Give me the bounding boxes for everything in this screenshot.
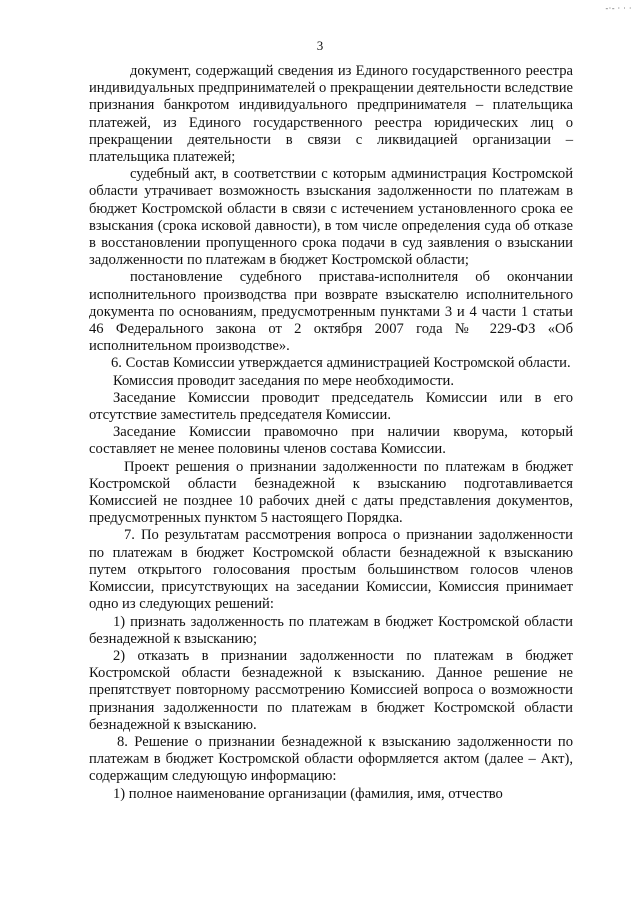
paragraph-act-item-1: 1) полное наименование организации (фамилия, имя, отчество — [113, 785, 503, 802]
paragraph-section-8: 8. Решение о признании безнадежной к взысканию задолженности по платежам в бюджет Костромской области оформляется актом (далее – Акт), содержащим следующую информацию: — [89, 733, 573, 785]
paragraph-court-act: судебный акт, в соответствии с которым администрация Костромской области утрачивает возможность взыскания задолженности по платежам в бюджет Костромской области в связи с истечением установленного срока ее взыскания (срока исковой давности), в том числе определения суда об отказе в восстановлении пропущенного срока подачи в суд заявления о взыскании задолженности по платежам в бюджет Костромской области; — [89, 166, 573, 269]
paragraph-section-6: 6. Состав Комиссии утверждается администрацией Костромской области. — [111, 355, 571, 372]
paragraph-registry-document: документ, содержащий сведения из Единого государственного реестра индивидуальных предпринимателей о прекращении деятельности вследствие признания банкротом индивидуального предпринимателя – плательщика платежей, из Единого государственного реестра юридических лиц о прекращении деятельности в связи с ликвидацией организации – плательщика платежей; — [89, 63, 573, 166]
paragraph-meetings: Комиссия проводит заседания по мере необходимости. — [113, 372, 454, 389]
page-number: 3 — [316, 38, 324, 53]
document-body — [89, 63, 573, 803]
paragraph-decision-2: 2) отказать в признании задолженности по платежам в бюджет Костромской области безнадежной к взысканию. Данное решение не препятствует повторному рассмотрению Комиссией вопроса о возможности признания задолженности по платежам в бюджет Костромской области безнадежной к взысканию. — [89, 647, 573, 733]
paragraph-chair: Заседание Комиссии проводит председатель Комиссии или в его отсутствие заместитель председателя Комиссии. — [89, 389, 573, 424]
paragraph-draft-decision: Проект решения о признании задолженности по платежам в бюджет Костромской области безнадежной к взысканию подготавливается Комиссией не позднее 10 рабочих дней с даты представления документов, предусмотренных пунктом 5 настоящего Порядка. — [89, 458, 573, 527]
paragraph-quorum: Заседание Комиссии правомочно при наличии кворума, который составляет не менее половины членов состава Комиссии. — [89, 424, 573, 458]
scan-corner-mark: -·- · · · — [605, 4, 632, 13]
paragraph-section-7: 7. По результатам рассмотрения вопроса о признании задолженности по платежам в бюджет Костромской области безнадежной к взысканию путем открытого голосования простым большинством голосов членов Комиссии, присутствующих на заседании Комиссии, Комиссия принимает одно из следующих решений: — [89, 527, 573, 613]
paragraph-bailiff-resolution: постановление судебного пристава-исполнителя об окончании исполнительного производства при возврате взыскателю исполнительного документа по основаниям, предусмотренным пунктами 3 и 4 части 1 статьи 46 Федерального закона от 2 октября 2007 года № 229-ФЗ «Об исполнительном производстве». — [89, 269, 573, 355]
paragraph-decision-1: 1) признать задолженность по платежам в бюджет Костромской области безнадежной к взысканию; — [89, 613, 573, 647]
